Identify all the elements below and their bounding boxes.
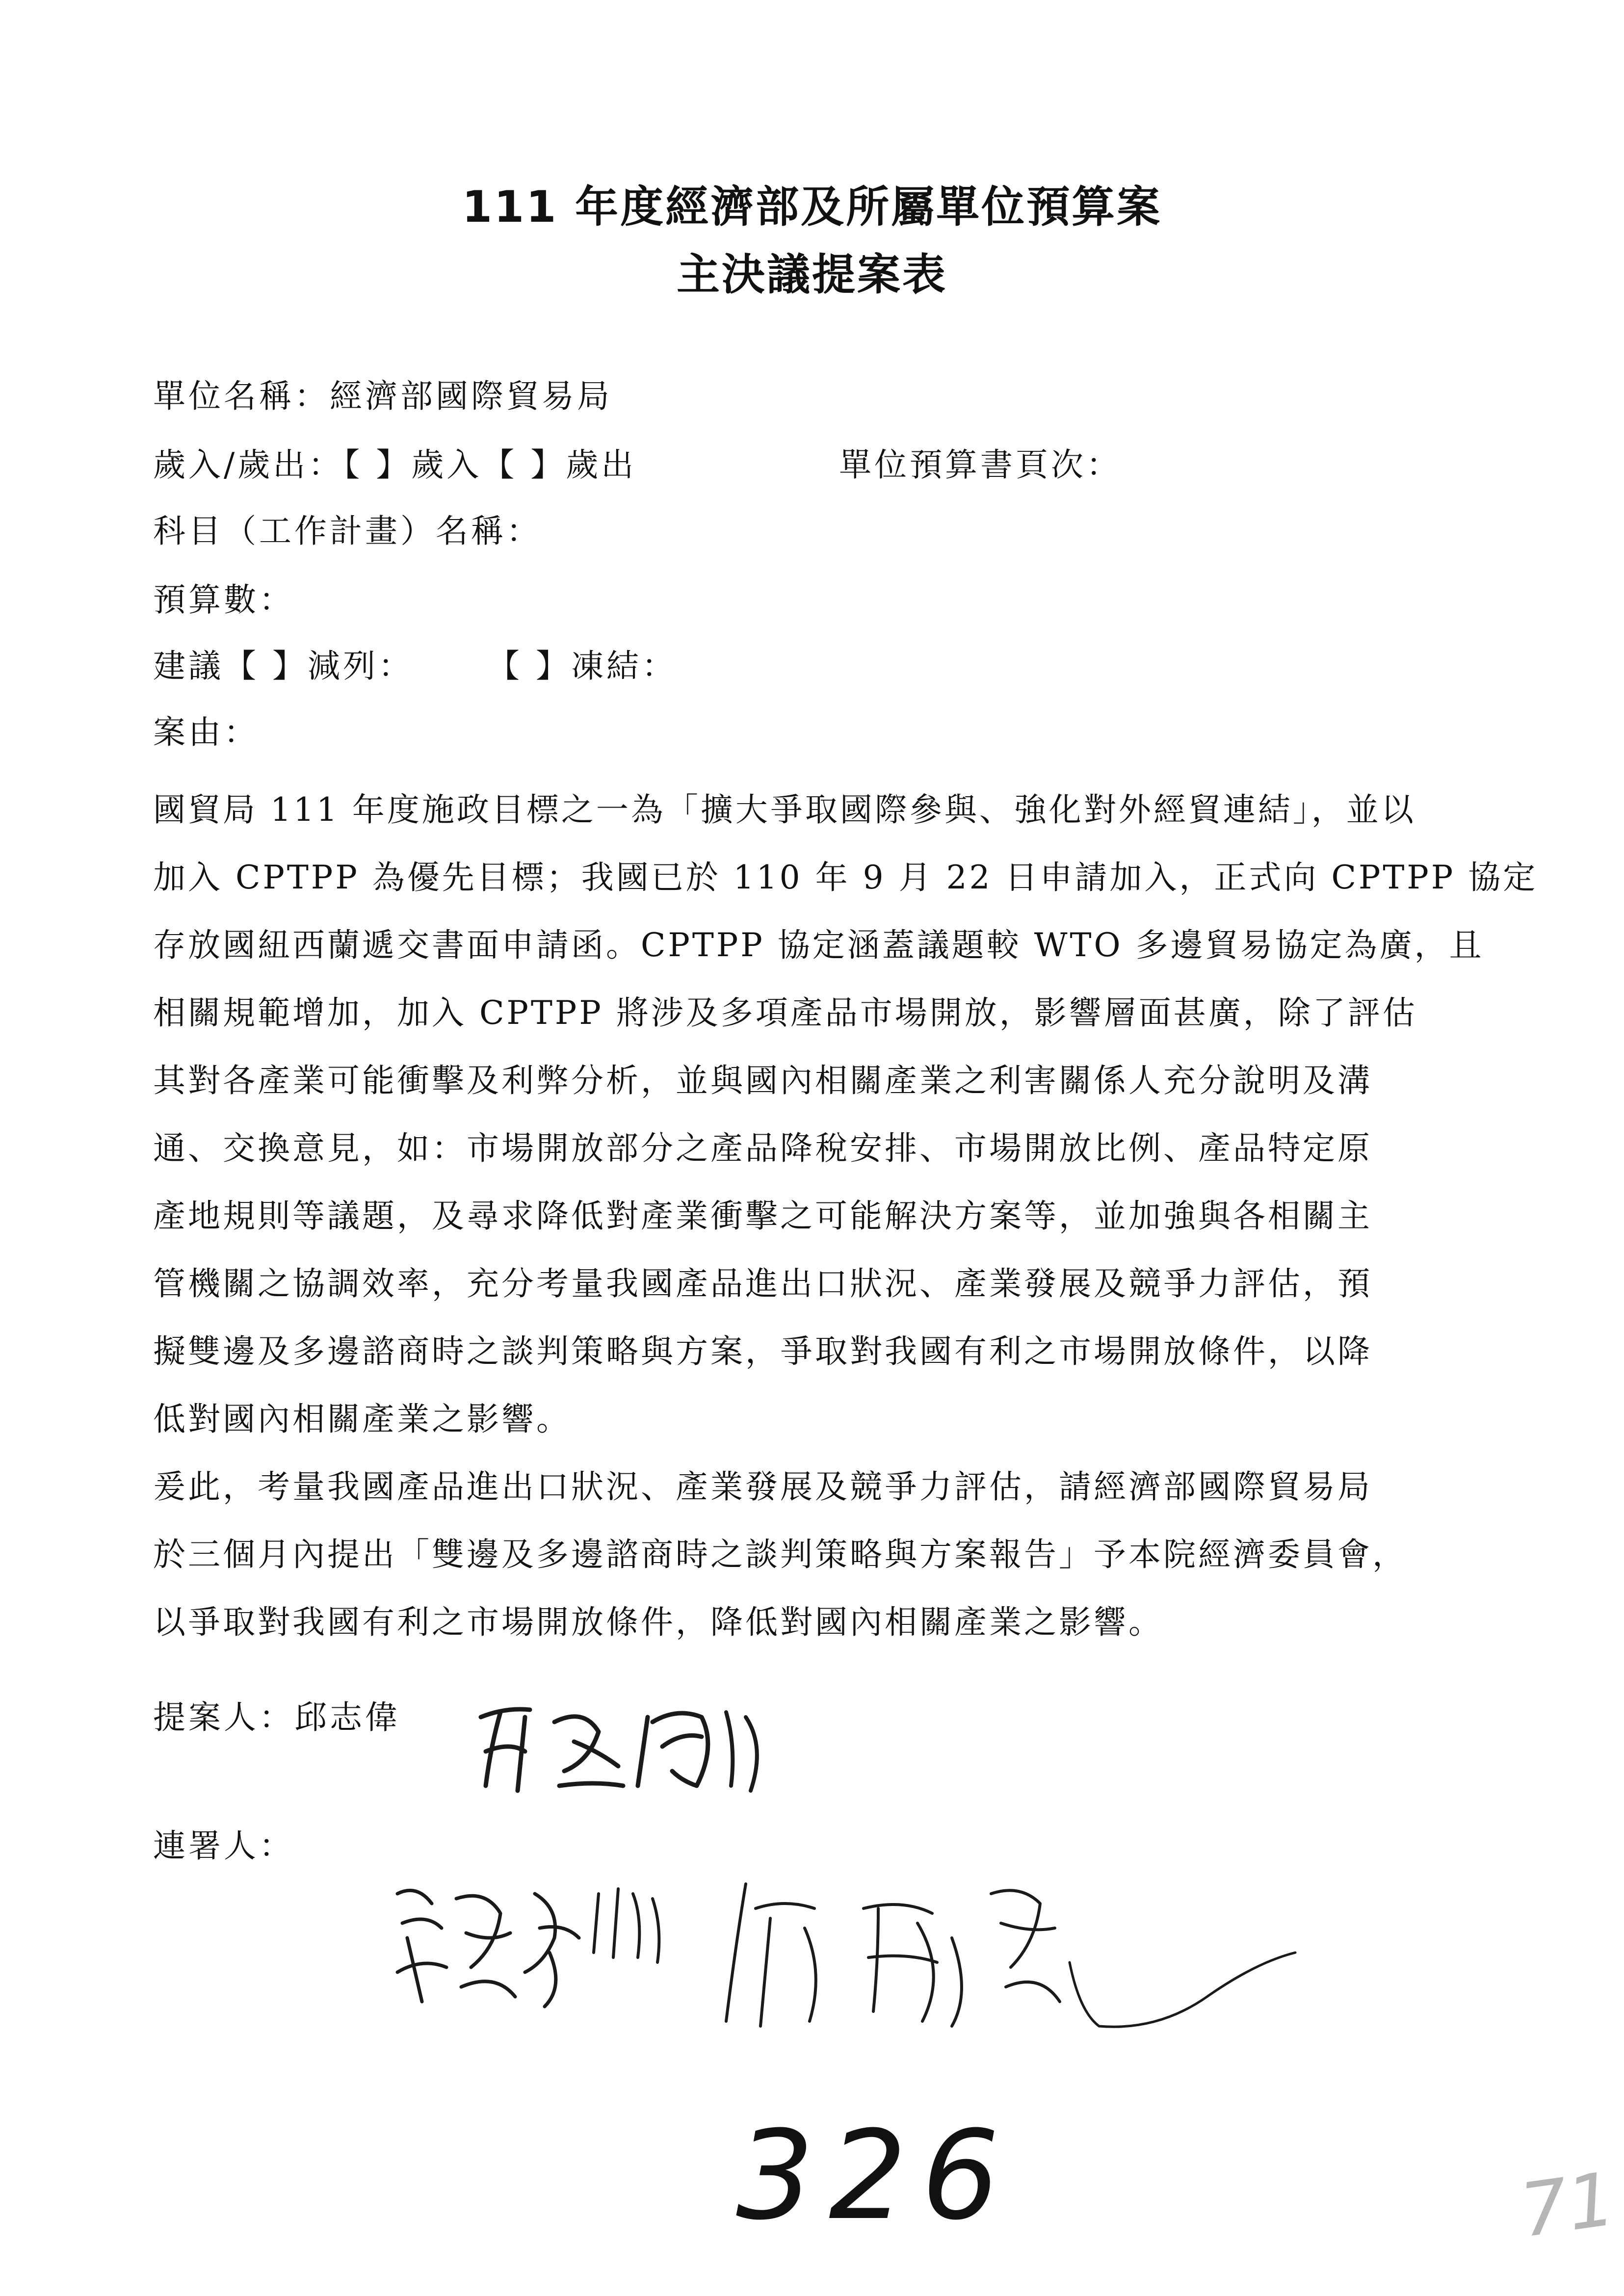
body-line: 擬雙邊及多邊諮商時之談判策略與方案，爭取對我國有利之市場開放條件，以降 (153, 1332, 1372, 1370)
document-subtitle: 主決議提案表 (676, 249, 947, 300)
body-line: 國貿局 111 年度施政目標之一為「擴大爭取國際參與、強化對外經貿連結」，並以 (153, 791, 1416, 829)
document-title: 111 年度經濟部及所屬單位預算案 (462, 182, 1162, 232)
revenue-expense-field: 歲入/歲出：【 】歲入【 】歲出 (153, 446, 637, 484)
reason-label: 案由： (153, 713, 259, 751)
body-line: 存放國紐西蘭遞交書面申請函。CPTPP 協定涵蓋議題較 WTO 多邊貿易協定為廣，且 (153, 926, 1484, 964)
subject-name-field: 科目（工作計畫）名稱： (153, 512, 542, 550)
body-line: 加入 CPTPP 為優先目標；我國已於 110 年 9 月 22 日申請加入，正式向 CPTPP 協定 (153, 859, 1538, 896)
body-line: 其對各產業可能衝擊及利弊分析，並與國內相關產業之利害關係人充分說明及溝 (153, 1062, 1372, 1099)
body-line: 爰此，考量我國產品進出口狀況、產業發展及競爭力評估，請經濟部國際貿易局 (153, 1468, 1372, 1506)
budget-book-page-field: 單位預算書頁次： (839, 446, 1122, 484)
corner-page-number: 71 (1515, 2156, 1621, 2254)
reason-body (153, 776, 1538, 1656)
proposer-signature (471, 1688, 775, 1805)
budget-amount-field: 預算數： (153, 581, 294, 619)
body-line: 管機關之協調效率，充分考量我國產品進出口狀況、產業發展及競爭力評估，預 (153, 1265, 1372, 1303)
body-line: 低對國內相關產業之影響。 (153, 1400, 571, 1438)
unit-name-field: 單位名稱：經濟部國際貿易局 (153, 377, 612, 415)
body-line: 以爭取對我國有利之市場開放條件，降低對國內相關產業之影響。 (153, 1603, 1163, 1641)
proposer-field: 提案人：邱志偉 (153, 1698, 400, 1736)
page-number: 326 (736, 2104, 1015, 2247)
body-line: 相關規範增加，加入 CPTPP 將涉及多項產品市場開放，影響層面甚廣，除了評估 (153, 994, 1417, 1032)
cosigner-signature-2 (716, 1864, 1305, 2041)
body-line: 於三個月內提出「雙邊及多邊諮商時之談判策略與方案報告」予本院經濟委員會， (153, 1536, 1407, 1573)
body-line: 通、交換意見，如：市場開放部分之產品降稅安排、市場開放比例、產品特定原 (153, 1129, 1372, 1167)
cosigner-signature-1 (388, 1874, 682, 2021)
suggestion-field: 建議【 】減列： 【 】凍結： (153, 647, 677, 685)
cosigners-label: 連署人： (153, 1827, 294, 1865)
body-line: 產地規則等議題，及尋求降低對產業衝擊之可能解決方案等，並加強與各相關主 (153, 1197, 1372, 1235)
